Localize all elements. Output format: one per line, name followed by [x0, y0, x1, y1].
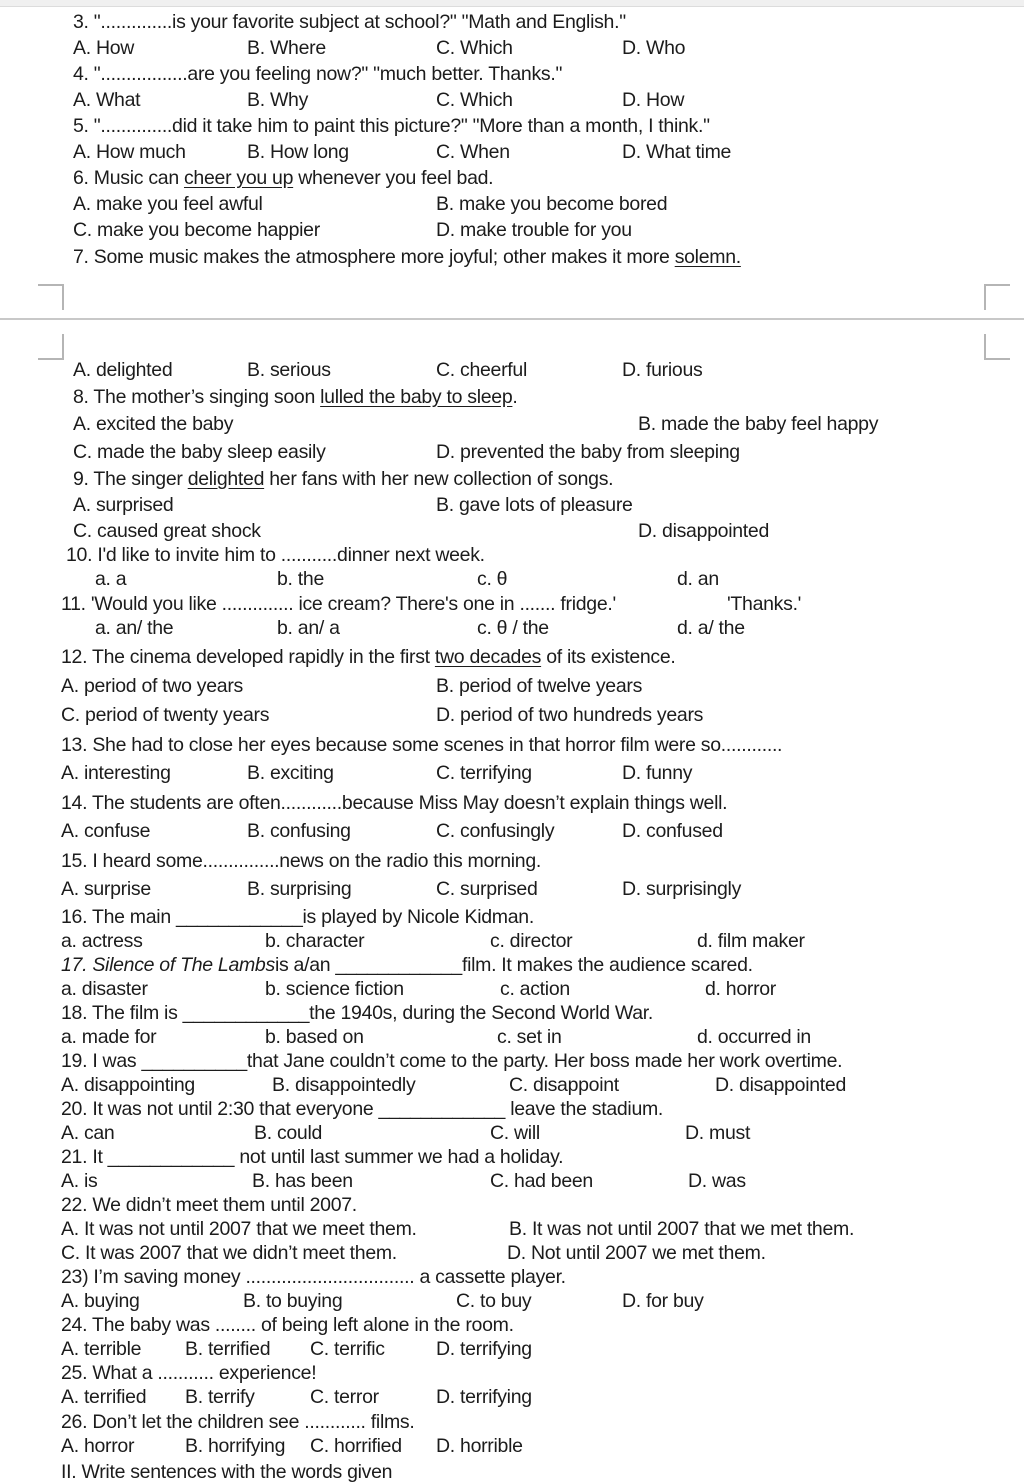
page-divider: [0, 318, 1024, 320]
option: C. Which: [436, 37, 513, 59]
underlined-phrase: delighted: [187, 468, 265, 490]
option: A. terrible: [61, 1338, 142, 1360]
option: d. an: [677, 568, 719, 590]
option: B. make you become bored: [436, 193, 668, 215]
question-25-stem: 25. What a ........... experience!: [61, 1362, 317, 1384]
option: C. made the baby sleep easily: [73, 441, 326, 463]
option: D. surprisingly: [622, 878, 742, 900]
option: D. Not until 2007 we met them.: [507, 1242, 766, 1264]
option: c. set in: [497, 1026, 562, 1048]
option: C. terror: [310, 1386, 379, 1408]
option: C. cheerful: [436, 359, 527, 381]
option: C. It was 2007 that we didn’t meet them.: [61, 1242, 397, 1264]
question-4-stem: 4. ".................are you feeling now?" "much better. Thanks.": [73, 63, 563, 85]
option: C. terrifying: [436, 762, 532, 784]
question-24-stem: 24. The baby was ........ of being left alone in the room.: [61, 1314, 514, 1336]
option: b. character: [265, 930, 365, 952]
page-break: [0, 284, 1024, 334]
option: D. make trouble for you: [436, 219, 632, 241]
option: A. interesting: [61, 762, 171, 784]
option: D. period of two hundreds years: [436, 704, 704, 726]
option: A. How: [73, 37, 135, 59]
option: D. prevented the baby from sleeping: [436, 441, 740, 463]
option: B. It was not until 2007 that we met them.: [509, 1218, 855, 1240]
option: a. actress: [61, 930, 143, 952]
option: A. What: [73, 89, 141, 111]
option: c. θ: [477, 568, 508, 590]
option: D. What time: [622, 141, 732, 163]
option: B. terrified: [185, 1338, 271, 1360]
option: A. horror: [61, 1435, 135, 1457]
option: C. period of twenty years: [61, 704, 270, 726]
option: C. Which: [436, 89, 513, 111]
option: D. terrifying: [436, 1386, 532, 1408]
question-23-stem: 23) I’m saving money ................................. a cassette player.: [61, 1266, 566, 1288]
option: A. period of two years: [61, 675, 243, 697]
question-26-stem: 26. Don’t let the children see ............ films.: [61, 1411, 415, 1433]
question-10-stem: 10. I'd like to invite him to ...........dinner next week.: [66, 544, 485, 566]
option: B. surprising: [247, 878, 352, 900]
option: A. How much: [73, 141, 186, 163]
option: A. disappointing: [61, 1074, 195, 1096]
option: D. was: [688, 1170, 746, 1192]
crop-mark: [984, 284, 1010, 310]
option: C. surprised: [436, 878, 538, 900]
question-16-stem: 16. The main ____________is played by Nicole Kidman.: [61, 906, 534, 928]
option: a. made for: [61, 1026, 157, 1048]
option: B. gave lots of pleasure: [436, 494, 633, 516]
question-12-stem: 12. The cinema developed rapidly in the first two decades of its existence.: [61, 646, 676, 668]
question-13-stem: 13. She had to close her eyes because some scenes in that horror film were so............: [61, 734, 783, 756]
option: C. to buy: [456, 1290, 532, 1312]
question-18-stem: 18. The film is ____________the 1940s, during the Second World War.: [61, 1002, 654, 1024]
option: A. make you feel awful: [73, 193, 263, 215]
question-7-stem: 7. Some music makes the atmosphere more joyful; other makes it more solemn.: [73, 246, 741, 268]
option: a. an/ the: [95, 617, 174, 639]
option: C. confusingly: [436, 820, 555, 842]
option: D. must: [685, 1122, 751, 1144]
option: A. is: [61, 1170, 98, 1192]
top-edge: [0, 0, 1024, 7]
option: b. an/ a: [277, 617, 340, 639]
option: B. made the baby feel happy: [638, 413, 879, 435]
option: B. terrify: [185, 1386, 255, 1408]
underlined-phrase: lulled the baby to sleep: [320, 386, 513, 408]
option: C. terrific: [310, 1338, 385, 1360]
question-6-stem: 6. Music can cheer you up whenever you feel bad.: [73, 167, 494, 189]
question-8-stem: 8. The mother’s singing soon lulled the baby to sleep.: [73, 386, 518, 408]
option: d. occurred in: [697, 1026, 811, 1048]
option: C. horrified: [310, 1435, 402, 1457]
question-3-stem: 3. "..............is your favorite subject at school?" "Math and English.": [73, 11, 626, 33]
question-11-reply: 'Thanks.': [727, 593, 802, 615]
option: D. for buy: [622, 1290, 704, 1312]
option: C. had been: [490, 1170, 593, 1192]
question-11-stem: 11. 'Would you like .............. ice cream? There's one in ....... fridge.': [61, 593, 616, 615]
option: c. θ / the: [477, 617, 549, 639]
option: B. How long: [247, 141, 349, 163]
option: C. will: [490, 1122, 540, 1144]
question-9-stem: 9. The singer delighted her fans with her new collection of songs.: [73, 468, 614, 490]
option: d. a/ the: [677, 617, 745, 639]
option: B. horrifying: [185, 1435, 286, 1457]
underlined-phrase: two decades: [434, 646, 542, 668]
question-14-stem: 14. The students are often............because Miss May doesn’t explain things well.: [61, 792, 728, 814]
underlined-phrase: solemn.: [674, 246, 741, 268]
option: D. terrifying: [436, 1338, 532, 1360]
crop-mark: [38, 284, 64, 310]
option: B. serious: [247, 359, 331, 381]
option: a. a: [95, 568, 127, 590]
option: D. horrible: [436, 1435, 523, 1457]
option: C. disappoint: [509, 1074, 619, 1096]
option: A. buying: [61, 1290, 140, 1312]
option: c. action: [500, 978, 570, 1000]
option: D. How: [622, 89, 685, 111]
option: A. confuse: [61, 820, 151, 842]
option: B. exciting: [247, 762, 334, 784]
option: b. science fiction: [265, 978, 404, 1000]
question-5-stem: 5. "..............did it take him to paint this picture?" "More than a month, I think.": [73, 115, 710, 137]
option: B. confusing: [247, 820, 351, 842]
crop-mark: [38, 334, 64, 360]
option: B. disappointedly: [272, 1074, 416, 1096]
option: A. surprise: [61, 878, 151, 900]
option: C. When: [436, 141, 510, 163]
option: B. Why: [247, 89, 309, 111]
option: D. disappointed: [638, 520, 770, 542]
option: a. disaster: [61, 978, 148, 1000]
option: c. director: [490, 930, 573, 952]
cut-off-text: II. Write sentences with the words given: [61, 1461, 393, 1483]
option: b. the: [277, 568, 324, 590]
option: A. It was not until 2007 that we meet them.: [61, 1218, 417, 1240]
option: C. make you become happier: [73, 219, 320, 241]
question-15-stem: 15. I heard some...............news on the radio this morning.: [61, 850, 541, 872]
option: b. based on: [265, 1026, 364, 1048]
option: A. excited the baby: [73, 413, 234, 435]
option: A. can: [61, 1122, 115, 1144]
option: A. terrified: [61, 1386, 147, 1408]
underlined-phrase: cheer you up: [183, 167, 294, 189]
option: C. caused great shock: [73, 520, 261, 542]
question-22-stem: 22. We didn’t meet them until 2007.: [61, 1194, 357, 1216]
option: B. has been: [252, 1170, 353, 1192]
option: d. film maker: [697, 930, 805, 952]
option: d. horror: [705, 978, 776, 1000]
question-17-stem: 17. Silence of The Lambsis a/an ____________film. It makes the audience scared.: [61, 954, 753, 976]
option: D. furious: [622, 359, 703, 381]
question-21-stem: 21. It ____________ not until last summer we had a holiday.: [61, 1146, 564, 1168]
option: B. could: [254, 1122, 323, 1144]
option: B. period of twelve years: [436, 675, 643, 697]
option: D. confused: [622, 820, 723, 842]
option: B. Where: [247, 37, 326, 59]
question-20-stem: 20. It was not until 2:30 that everyone ____________ leave the stadium.: [61, 1098, 664, 1120]
option: A. delighted: [73, 359, 173, 381]
film-title: Silence of The Lambs: [92, 954, 275, 976]
option: A. surprised: [73, 494, 174, 516]
option: D. Who: [622, 37, 686, 59]
question-19-stem: 19. I was __________that Jane couldn’t come to the party. Her boss made her work overtime.: [61, 1050, 843, 1072]
option: D. funny: [622, 762, 693, 784]
option: B. to buying: [243, 1290, 343, 1312]
option: D. disappointed: [715, 1074, 847, 1096]
crop-mark: [984, 334, 1010, 360]
